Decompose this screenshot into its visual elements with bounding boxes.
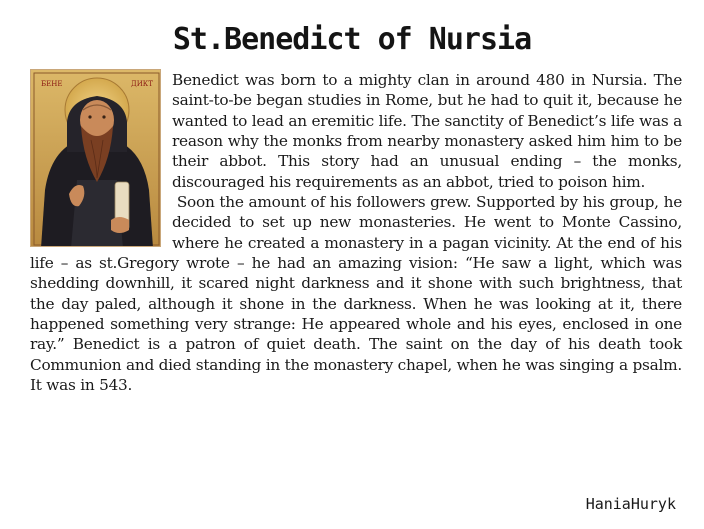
article-body [30,70,682,396]
icon-label-left: БЕНЕ [41,80,63,88]
page-title: St.Benedict of Nursia [172,22,532,57]
author-signature: HaniaHuryk [585,495,676,513]
icon-label-right: ДИКТ [131,80,153,88]
paragraph-2: Soon the amount of his followers grew. Supported by his group, he decided to set up new monasteries. He went to Monte Cassino, where he created a monastery in a pagan vicinity. At the end of his life – as st.Gregory wrote – he had an amazing vision: “He saw a light, which was shedding downhill, it scared night darkness and it shone with such brightness, that the day paled, although it shone in the darkness. When he was looking at it, there happened something very strange: He appeared whole and his eyes, enclosed in one ray.” Benedict is a patron of quiet death. The saint on the day of his death took Communion and died standing in the monastery chapel, when he was singing a psalm. It was in 543. [30,193,682,395]
paragraph-1: Benedict was born to a mighty clan in around 480 in Nursia. The saint-to-be began studies in Rome, but he had to quit it, because he wanted to lead an eremitic life. The sanctity of Benedict’s life was a reason why the monks from nearby monastery asked him him to be their abbot. This story had an unusual ending – the monks, discouraged his requirements as an abbot, tried to poison him. [172,71,682,191]
image-spacer [30,70,172,248]
